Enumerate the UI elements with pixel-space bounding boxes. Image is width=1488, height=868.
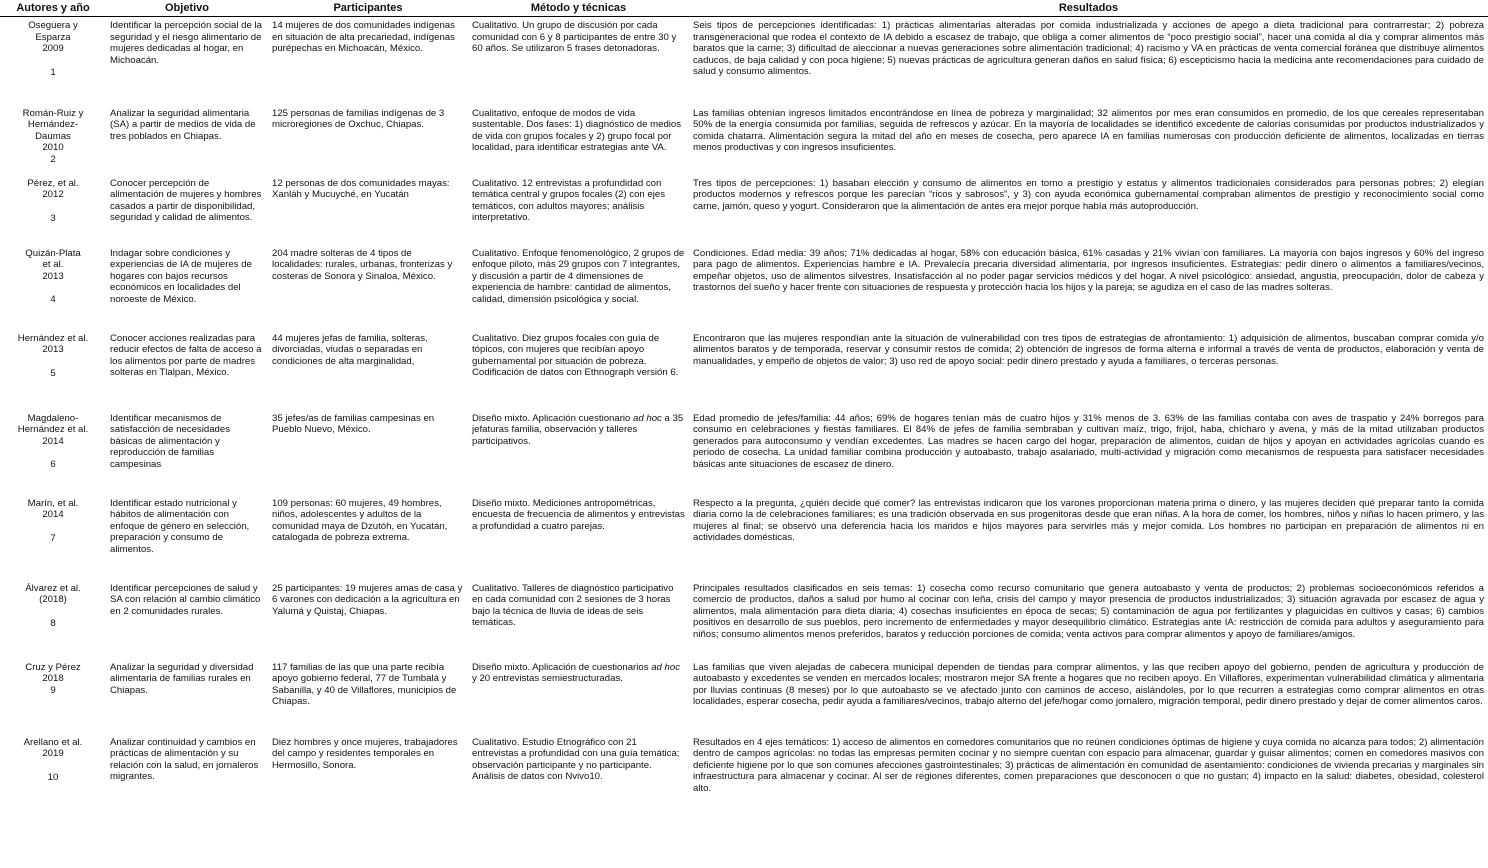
metodo-text: Diseño mixto. Aplicación de cuestionarios: [472, 661, 652, 673]
header-objetivo: Objetivo: [106, 0, 268, 17]
objetivo-cell: Analizar continuidad y cambios en prácticas de alimentación y su relación con la salud, en jornaleros migrantes.: [110, 736, 259, 783]
author-line: Esparza: [35, 31, 71, 43]
participantes-cell: 12 personas de dos comunidades mayas: Xanláh y Mucuyché, en Yucatán: [272, 177, 450, 201]
study-number: 9: [50, 684, 56, 696]
author-line: 2010: [42, 142, 64, 154]
author-cell: [0, 410, 106, 495]
metodo-cell: Cualitativo. Enfoque fenomenológico, 2 grupos de enfoque piloto, más 29 grupos con 7 integrantes, y discusión a partir de 4 dimensiones de experiencia de hambre: cantidad de alimentos, calidad, dimensión psicológica y social.: [472, 247, 685, 305]
author-line: Román-Ruiz y: [22, 107, 84, 119]
author-line: Arellano et al.: [23, 736, 83, 748]
resultados-cell: Seis tipos de percepciones identificadas: 1) prácticas alimentarias alteradas por comida industrializada y acciones de apego a dieta tradicional para contrarrestar; 2) pobreza transgeneracional que rodea el contexto de IA debido a escasez de trabajo, que obliga a comer alimentos de “poco prestigio social”, hacer una comida al día y comprar alimentos más baratos que la carne; 3) dificultad de aleccionar a nuevas generaciones sobre alimentación tradicional; 4) racismo y VA en prácticas de venta comercial foránea que distribuye alimentos caducos, de baja calidad y con poca higiene; 5) nuevas prácticas de agricultura generan daños en salud física; 6) escepticismo hacia la medicina ante recomendaciones para cuidado de salud y consumo alimentos.: [693, 20, 1484, 78]
author-cell: [0, 734, 106, 809]
resultados-cell: Resultados en 4 ejes temáticos: 1) acceso de alimentos en comedores comunitarios que no reúnen condiciones óptimas de higiene y cuya comida no alcanza para todos; 2) alimentación dentro de campos agrícolas: no todas las empresas permiten cocinar y no siempre cuentan con espacio para almacenar, guardar y guisar alimentos; comen en comedores masivos con deficiente higiene por lo que son comunes afecciones gastrointestinales; 3) prácticas de alimentación en comunidad de asentamiento: condiciones de vivienda precarias y marginales sin infraestructura para almacenar y cocinar. Al ser de regiones diferentes, comen preparaciones que desconocen o que no gustan; 4) impacto en la salud: diabetes, obesidad, colesterol alto.: [693, 736, 1484, 794]
author-line: 2009: [42, 43, 64, 55]
participantes-cell: 25 participantes: 19 mujeres amas de casa y 6 varones con dedicación a la agricultura en Yalumá y Quistaj, Chiapas.: [272, 582, 463, 617]
table-row: [0, 734, 1488, 809]
objetivo-cell: Identificar mecanismos de satisfacción de necesidades básicas de alimentación y reproducción de familias campesinas: [110, 412, 230, 470]
author-line: Hernández et al.: [17, 332, 89, 344]
author-line: 2014: [42, 509, 64, 521]
author-line: Magdaleno-: [27, 412, 79, 424]
table-row: [0, 245, 1488, 330]
metodo-cell: Cualitativo. Talleres de diagnóstico participativo en cada comunidad con 2 sesiones de 3 horas bajo la técnica de lluvia de ideas de seis temáticas.: [472, 582, 674, 629]
resultados-cell: Principales resultados clasificados en seis temas: 1) cosecha como recurso comunitario que genera autoabasto y venta de productos; 2) problemas socioeconómicos referidos a comercio de productos, daños a salud por humo al cocinar con leña, crisis del campo y mayor presencia de productos industrializados; 3) situación agravada por escasez de agua y alimentos, mala alimentación para dieta diaria; 4) cosechas insuficientes en época de secas; 5) contaminación de agua por fertilizantes y plaguicidas en cultivos y casas; 6) cambios positivos en desarrollo de sus pueblos, pero incremento de enfermedades y mayor desequilibrio climático. Estrategias ante IA: restricción de comida para adultos y aseguramiento para niños; consumo alimentos menos preferidos, baratos y reducción porciones de comida; venta activos para comprar alimentos y apoyo de familiares/amigos.: [693, 582, 1484, 640]
table-header-row: [0, 0, 1488, 17]
participantes-cell: 117 familias de las que una parte recibía apoyo gobierno federal, 77 de Tumbalá y Sabanilla, y 40 de Villaflores, municipios de Chiapas.: [272, 661, 457, 708]
metodo-cell: [468, 410, 689, 495]
study-number: 8: [50, 617, 56, 629]
objetivo-cell: Identificar la percepción social de la seguridad y el riesgo alimentario de mujeres dedicadas al hogar, en Michoacán.: [110, 20, 262, 66]
objetivo-cell: Conocer percepción de alimentación de mujeres y hombres casados a partir de disponibilidad, seguridad y calidad de alimentos.: [110, 177, 262, 224]
table-row: [0, 105, 1488, 175]
metodo-text: Diseño mixto. Aplicación cuestionario: [472, 412, 634, 424]
author-line: Quizán-Plata: [25, 247, 81, 259]
study-number: 5: [50, 367, 56, 379]
metodo-text: a 35 jefaturas familia, observación y talleres participativos.: [472, 412, 684, 447]
study-number: 1: [50, 66, 56, 78]
author-line: Marín, et al.: [27, 497, 79, 509]
resultados-cell: Las familias obtenían ingresos limitados encontrándose en línea de pobreza y marginalidad; 32 alimentos por mes eran consumidos en promedio, de los que cereales representaban 50% de la energía consumida por familias, seguida de refrescos y azúcar. En la mayoría de localidades se identificó excedente de calorías consumidas por productos industrializados y comida chatarra. Alimentación segura la mitad del año en meses de cosecha, pero aparece IA en familias numerosas con producción deficiente de alimentos, localizadas en tierras menos productivas y con ingresos insuficientes.: [693, 107, 1484, 154]
author-line: et al.: [42, 259, 64, 271]
author-cell: [0, 580, 106, 659]
author-line: Hernández-: [27, 119, 79, 131]
author-line: Pérez, et al.: [27, 177, 79, 189]
participantes-cell: 14 mujeres de dos comunidades indígenas en situación de alta precariedad, indígenas purépechas en Michoacán, México.: [272, 20, 455, 55]
objetivo-cell: Conocer acciones realizadas para reducir efectos de falta de acceso a los alimentos por parte de madres solteras en Tlalpan, México.: [110, 332, 262, 379]
header-resultados: Resultados: [689, 0, 1488, 17]
participantes-cell: 44 mujeres jefas de familia, solteras, divorciadas, viudas o separadas en condiciones de alta marginalidad,: [272, 332, 428, 367]
participantes-cell: 204 madre solteras de 4 tipos de localidades: rurales, urbanas, fronterizas y costeras de Sonora y Sinaloa, México.: [272, 247, 453, 282]
author-cell: [0, 495, 106, 580]
table-row: [0, 330, 1488, 410]
metodo-cell: Cualitativo. 12 entrevistas a profundidad con temática central y grupos focales (2) con ejes temáticos, con adultos mayores; análisis interpretativo.: [472, 177, 666, 224]
author-line: Hernández et al.: [17, 424, 89, 436]
author-cell: [0, 330, 106, 410]
metodo-italic: ad hoc: [651, 661, 680, 673]
resultados-cell: Las familias que viven alejadas de cabecera municipal dependen de tiendas para comprar alimentos, y las que reciben apoyo del gobierno, penden de agricultura y producción de autoabasto y excedentes se venden en mercados locales; mostraron mejor SA frente a hogares que no reciben apoyo. En Villaflores, experimentan vulnerabilidad climática y alimentaria por lluvias continuas (8 meses) por lo que autoabasto se ve afectado junto con caminos de acceso, aislándoles, por lo que recurren a estrategias como comprar alimentos en otras localidades, esperar cosecha, pedir ayuda a familiares/vecinos, trabajo alterno del jefe/hogar como jornalero, migración temporal, pedir dinero prestado y dejar de comer alimentos caros.: [693, 661, 1484, 708]
metodo-cell: Diseño mixto. Mediciones antropométricas, encuesta de frecuencia de alimentos y entrevistas a profundidad a cuatro parejas.: [472, 497, 685, 532]
objetivo-cell: Indagar sobre condiciones y experiencias de IA de mujeres de hogares con bajos recursos económicos en localidades del noroeste de México.: [110, 247, 252, 305]
author-cell: [0, 175, 106, 245]
author-cell: [0, 105, 106, 175]
author-line: (2018): [39, 594, 67, 606]
participantes-cell: 125 personas de familias indígenas de 3 microregiones de Oxchuc, Chiapas.: [272, 107, 445, 131]
table-row: [0, 495, 1488, 580]
study-number: 2: [50, 153, 56, 165]
metodo-italic: ad hoc: [633, 412, 662, 424]
table-row: [0, 175, 1488, 245]
table-row: [0, 580, 1488, 659]
table-row: [0, 410, 1488, 495]
author-cell: [0, 245, 106, 330]
author-line: 2018: [42, 673, 64, 685]
metodo-text: y 20 entrevistas semiestructuradas.: [472, 673, 623, 685]
metodo-cell: Cualitativo. Diez grupos focales con guía de tópicos, con mujeres que recibían apoyo gubernamental por situación de pobreza. Codificación de datos con Ethnograph versión 6.: [472, 332, 679, 379]
study-number: 10: [47, 771, 59, 783]
header-autores: Autores y año: [0, 0, 106, 17]
metodo-cell: Cualitativo. Un grupo de discusión por cada comunidad con 6 y 8 participantes de entre 30 y 60 años. Se utilizaron 5 frases detonadoras.: [472, 20, 677, 55]
author-line: Oseguera y: [28, 20, 78, 31]
author-line: 2014: [42, 435, 64, 447]
resultados-cell: Tres tipos de percepciones: 1) basaban elección y consumo de alimentos en torno a prestigio y estatus y alimentos tradicionales considerados para personas pobres; 2) elegían productos modernos y refrescos porque les parecían “ricos y sabrosos”, y 3) con ayuda económica gubernamental compraban alimentos de prestigio y reconocimiento social como carne, jamón, queso y yogurt. Consideraron que la alimentación de antes era mejor porque había más autoproducción.: [693, 177, 1484, 212]
author-line: 2012: [42, 189, 64, 201]
author-line: Cruz y Pérez: [25, 661, 81, 673]
metodo-cell: Cualitativo, enfoque de modos de vida sustentable. Dos fases: 1) diagnóstico de medios de vida con grupos focales y 2) grupo focal por localidad, para identificar estrategias ante VA.: [472, 107, 682, 154]
study-number: 4: [50, 294, 56, 306]
author-cell: [0, 17, 106, 105]
author-line: 2019: [42, 748, 64, 760]
metodo-cell: [468, 659, 689, 734]
header-metodo: Método y técnicas: [468, 0, 689, 17]
metodo-cell: Cualitativo. Estudio Etnográfico con 21 entrevistas a profundidad con una guía temática; observación participante y no participante. Análisis de datos con Nvivo10.: [472, 736, 680, 783]
participantes-cell: Diez hombres y once mujeres, trabajadores del campo y residentes temporales en Hermosillo, Sonora.: [272, 736, 458, 771]
study-number: 6: [50, 459, 56, 471]
table-row: [0, 17, 1488, 105]
objetivo-cell: Identificar percepciones de salud y SA con relación al cambio climático en 2 comunidades rurales.: [110, 582, 261, 617]
author-line: 2013: [42, 270, 64, 282]
author-cell: [0, 659, 106, 734]
participantes-cell: 35 jefes/as de familias campesinas en Pueblo Nuevo, México.: [272, 412, 435, 436]
author-line: Daumas: [35, 130, 71, 142]
resultados-cell: Condiciones. Edad media: 39 años; 71% dedicadas al hogar, 58% con educación básica, 61% casadas y 21% vivían con familiares. La mayoría con bajos ingresos y 60% del ingreso para pago de alimentos. Experiencias hambre e IA. Prevalecía precaria diversidad alimentaria, por ingresos insuficientes. Estrategias: pedir dinero o alimentos a familiares/vecinos, empeñar objetos, uso de alimentos silvestres. Insatisfacción al no poder pagar servicios médicos y del hogar. A nivel psicológico: ansiedad, angustia, preocupación, dolor de cabeza y trastornos del sueño y hacer frente con situaciones de respuesta y protección hacia los hijos y la pareja; se agudiza en el caso de las madres solteras.: [693, 247, 1484, 294]
objetivo-cell: Identificar estado nutricional y hábitos de alimentación con enfoque de género en selección, preparación y consumo de alimentos.: [110, 497, 250, 555]
study-number: 7: [50, 532, 56, 544]
resultados-cell: Encontraron que las mujeres respondían ante la situación de vulnerabilidad con tres tipos de estrategias de afrontamiento: 1) adquisición de alimentos, buscaban comprar comida y/o alimentos baratos y de temporada, reservar y consumir restos de comida; 2) obtención de ingresos de forma alterna e informal a través de venta de productos, elaboración y venta de manualidades, y empeño de objetos de valor; 3) uso red de apoyo social: pedir dinero prestado y ayuda a familiares, o terceras personas.: [693, 332, 1484, 367]
participantes-cell: 109 personas: 60 mujeres, 49 hombres, niños, adolescentes y adultos de la comunidad maya de Dzutóh, en Yucatán, catalogada de pobreza extrema.: [272, 497, 448, 544]
header-participantes: Participantes: [268, 0, 468, 17]
table-row: [0, 659, 1488, 734]
resultados-cell: Respecto a la pregunta, ¿quién decide qué comer? las entrevistas indicaron que los varones proporcionan materia prima o dinero, y las mujeres deciden qué preparar tanto la comida diaria como la de celebraciones familiares; es una tradición observada en sus progenitoras desde que eran niñas. A la hora de comer, los hombres, niños y niñas lo hacen primero, y las mujeres al final; se observó una deferencia hacia los maridos e hijos mayores para servirles más y mejor comida. Los hombres no participan en preparación de alimentos ni en actividades domésticas.: [693, 497, 1484, 544]
study-number: 3: [50, 212, 56, 224]
author-line: 2013: [42, 344, 64, 356]
resultados-cell: Edad promedio de jefes/familia: 44 años; 69% de hogares tenían más de cuatro hijos y 31% menos de 3. 63% de las familias contaba con aves de traspatio y 24% borregos para consumo en celebraciones y fiestas familiares. El 84% de jefes de familia sembraban y cultivan maíz, trigo, frijol, haba, chícharo y avena, y más de la mitad utilizaban productos generados para autoconsumo y vendían excedentes. Las madres se hacen cargo del hogar, preparación de alimentos, cuidan de hijos y apoyan en actividades agrícolas cuando es periodo de cosecha. La unidad familiar combina producción y autoabasto, trabajo asalariado, multi-actividad y migración como mecanismos de respuesta para satisfacer necesidades básicas ante situaciones de escasez de dinero.: [693, 412, 1484, 470]
objetivo-cell: Analizar la seguridad y diversidad alimentaria de familias rurales en Chiapas.: [110, 661, 254, 696]
author-line: Álvarez et al.: [25, 582, 81, 594]
objetivo-cell: Analizar la seguridad alimentaria (SA) a partir de medios de vida de tres poblados en Chiapas.: [110, 107, 256, 142]
